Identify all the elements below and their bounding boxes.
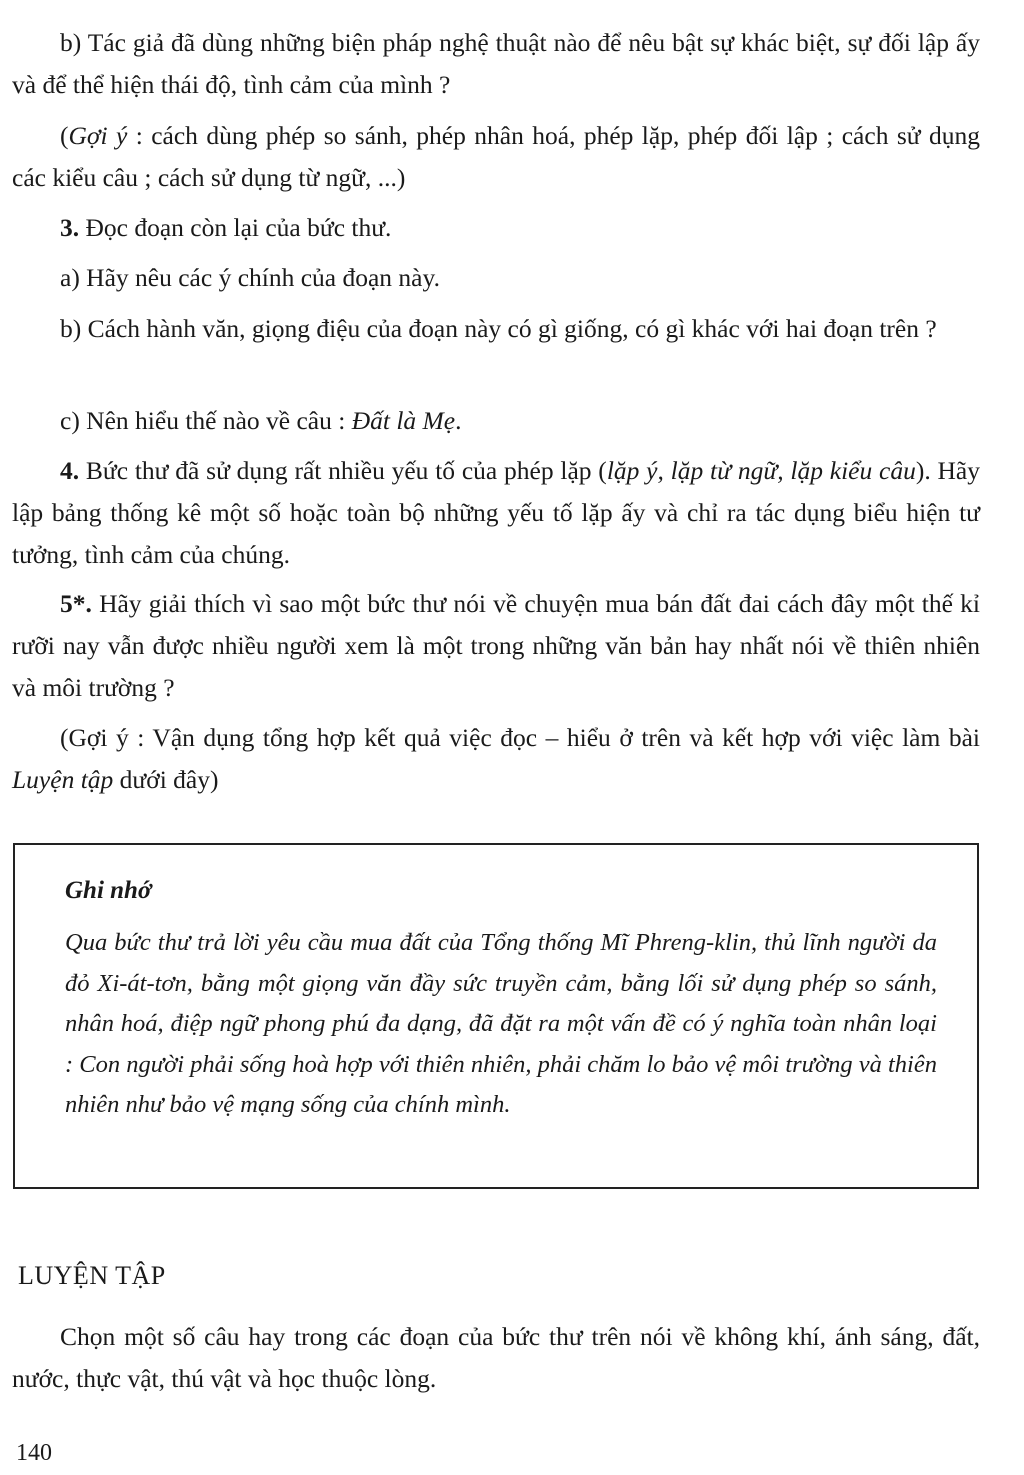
question-3c-end: .: [455, 406, 462, 435]
hint-2-text-before: (Gợi ý : Vận dụng tổng hợp kết quả việc đọc – hiểu ở trên và kết hợp với việc làm bài: [60, 723, 980, 752]
question-3c-quote: Đất là Mẹ: [351, 406, 456, 435]
question-4-emphasis: lặp ý, lặp từ ngữ, lặp kiểu câu: [606, 456, 916, 485]
question-3: [12, 207, 980, 249]
question-4-text-after: ). Hãy lập bảng thống kê một số hoặc toàn bộ những yếu tố lặp ấy và chỉ ra tác dụng biểu hiện tư tưởng, tình cảm của chúng.: [12, 456, 980, 569]
question-5-text: Hãy giải thích vì sao một bức thư nói về chuyện mua bán đất đai cách đây một thế kỉ rưỡi nay vẫn được nhiều người xem là một trong những văn bản hay nhất nói về thiên nhiên và môi trường ?: [12, 589, 980, 702]
hint-1-text: : cách dùng phép so sánh, phép nhân hoá, phép lặp, phép đối lập ; cách sử dụng các kiểu câu ; cách sử dụng từ ngữ, ...): [12, 121, 980, 192]
hint-1-label: Gợi ý: [68, 121, 128, 150]
question-4-number: 4.: [60, 456, 80, 485]
question-2b-text: b) Tác giả đã dùng những biện pháp nghệ thuật nào để nêu bật sự khác biệt, sự đối lập ấy và để thể hiện thái độ, tình cảm của mình ?: [12, 28, 980, 99]
practice-text: [12, 1316, 980, 1400]
question-3b: [12, 308, 980, 350]
hint-2-text-after: dưới đây): [113, 765, 219, 794]
question-3-text: Đọc đoạn còn lại của bức thư.: [79, 213, 392, 242]
question-4-text-before: Bức thư đã sử dụng rất nhiều yếu tố của phép lặp (: [79, 456, 607, 485]
question-3c: [12, 400, 980, 442]
practice-text-content: Chọn một số câu hay trong các đoạn của bức thư trên nói về không khí, ánh sáng, đất, nước, thực vật, thú vật và học thuộc lòng.: [12, 1322, 980, 1393]
question-3a-text: a) Hãy nêu các ý chính của đoạn này.: [60, 263, 440, 292]
hint-2-emphasis: Luyện tập: [12, 765, 114, 794]
question-5-number: 5*.: [60, 589, 92, 618]
practice-heading: LUYỆN TẬP: [18, 1261, 166, 1290]
note-title: Ghi nhớ: [65, 877, 152, 904]
question-2b: [12, 22, 980, 106]
question-3a: [12, 257, 980, 299]
question-5: [12, 583, 980, 709]
note-body: Qua bức thư trả lời yêu cầu mua đất của Tổng thống Mĩ Phreng-klin, thủ lĩnh người da đỏ Xi-át-tơn, bằng một giọng văn đầy sức truyền cảm, bằng lối sử dụng phép so sánh, nhân hoá, điệp ngữ phong phú đa dạng, đã đặt ra một vấn đề có ý nghĩa toàn nhân loại : Con người phải sống hoà hợp với thiên nhiên, phải chăm lo bảo vệ môi trường và thiên nhiên như bảo vệ mạng sống của chính mình.: [65, 929, 937, 1119]
question-3c-text: c) Nên hiểu thế nào về câu :: [60, 406, 352, 435]
hint-1: [12, 115, 980, 199]
hint-2: [12, 717, 980, 801]
hint-1-open: (: [60, 121, 69, 150]
question-4: [12, 450, 980, 576]
question-3-number: 3.: [60, 213, 80, 242]
question-3b-text: b) Cách hành văn, giọng điệu của đoạn này có gì giống, có gì khác với hai đoạn trên ?: [60, 314, 937, 343]
page-number: 140: [16, 1440, 52, 1466]
note-box: [13, 843, 979, 1189]
